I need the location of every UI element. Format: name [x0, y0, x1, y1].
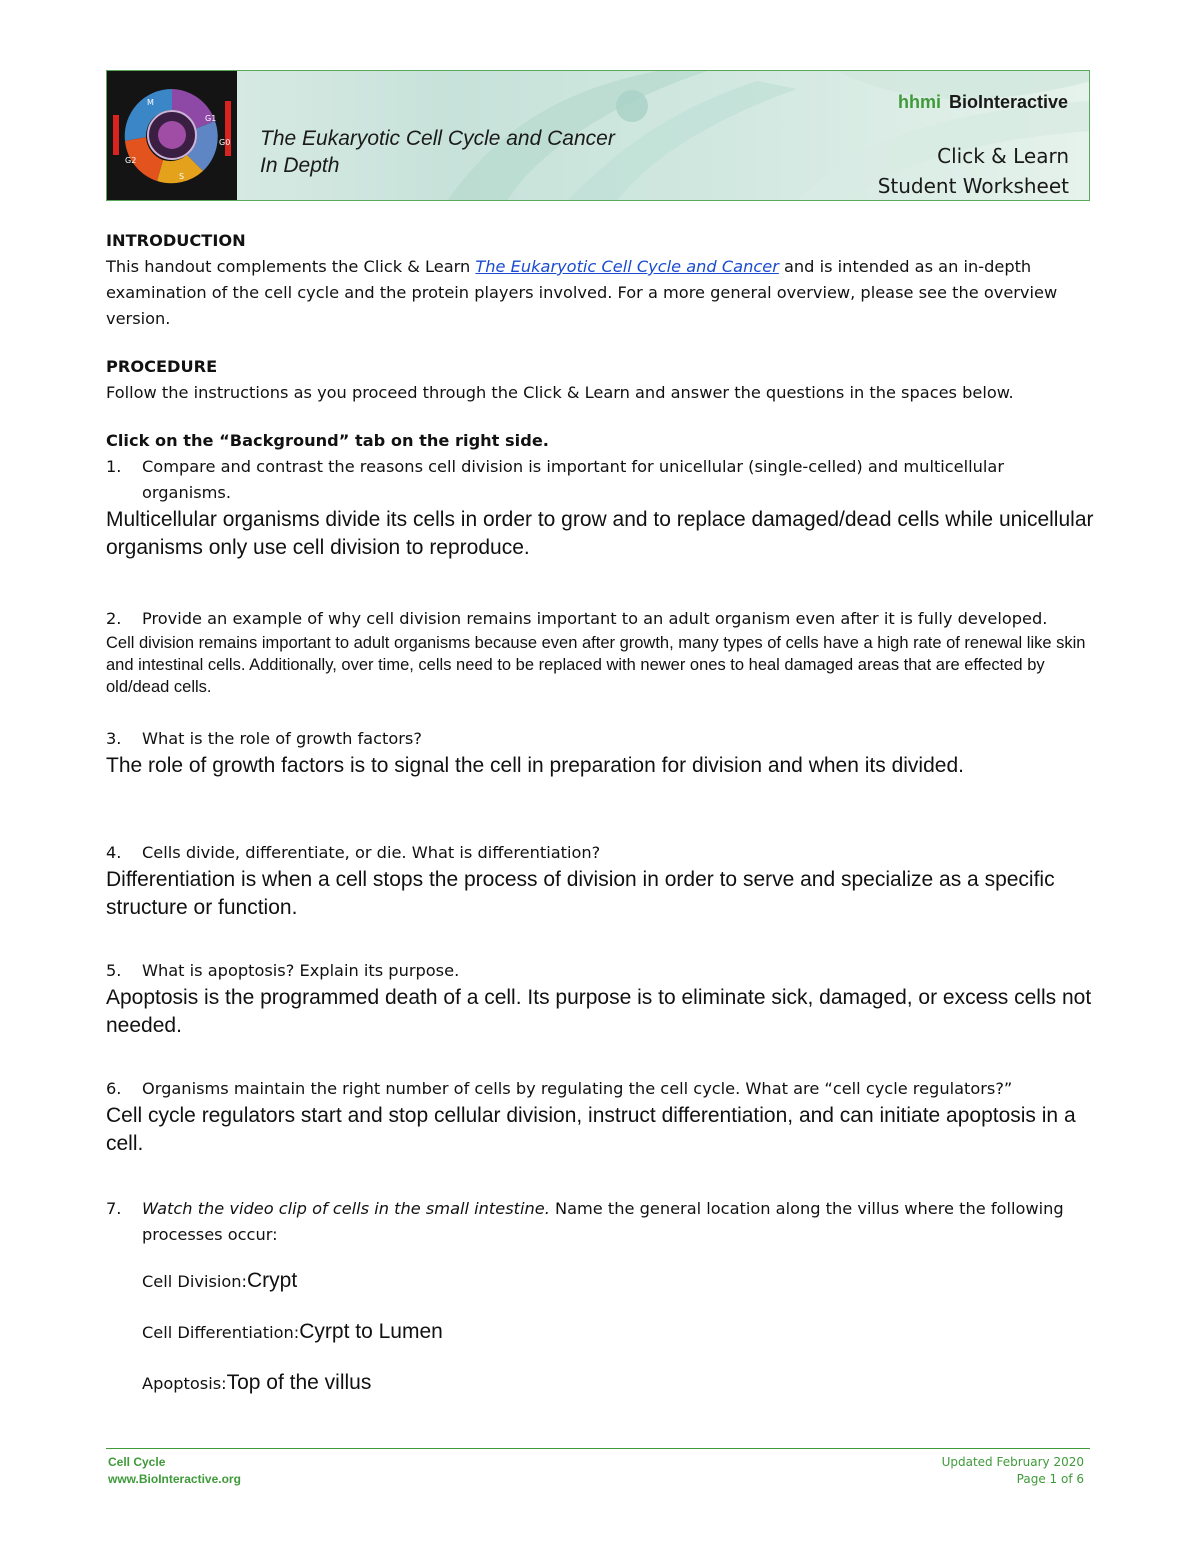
process-answer: Crypt [247, 1269, 298, 1292]
question-5 [106, 958, 1096, 984]
question-number: 3. [106, 729, 122, 748]
title-line-1: The Eukaryotic Cell Cycle and Cancer [260, 127, 615, 150]
question-number: 6. [106, 1079, 122, 1098]
question-text: What is the role of growth factors? [142, 729, 422, 748]
footer-website: www.BioInteractive.org [108, 1472, 241, 1486]
click-learn-link[interactable]: The Eukaryotic Cell Cycle and Cancer [475, 257, 779, 276]
question-3 [106, 726, 1096, 752]
footer-right [942, 1454, 1084, 1488]
question-number: 1. [106, 457, 122, 476]
answer-2: Cell division remains important to adult organisms because even after growth, many types of cells have a high rate of renewal like skin and intestinal cells. Additionally, over time, cells need to be replaced with newer ones to heal damaged areas that are effected by old/dead cells. [106, 634, 1086, 696]
process-cell-differentiation [142, 1319, 1096, 1346]
question-6 [106, 1076, 1096, 1102]
intro-text-before: This handout complements the Click & Learn [106, 257, 476, 276]
answer-5: Apoptosis is the programmed death of a cell. Its purpose is to eliminate sick, damaged, or excess cells not needed. [106, 986, 1092, 1037]
question-number: 5. [106, 961, 122, 980]
logo-biointeractive: BioInteractive [948, 92, 1068, 112]
question-text: Cells divide, differentiate, or die. What is differentiation? [142, 843, 601, 862]
question-1 [106, 454, 1096, 506]
phase-label-m: M [147, 98, 154, 107]
question-text: Compare and contrast the reasons cell division is important for unicellular (single-celled) and multicellular organisms. [142, 457, 1004, 502]
process-label: Apoptosis: [142, 1374, 227, 1393]
process-label: Cell Differentiation: [142, 1323, 300, 1342]
question-4 [106, 840, 1096, 866]
hhmi-biointeractive-logo [898, 92, 1068, 113]
process-answer: Top of the villus [226, 1371, 372, 1394]
question-number: 4. [106, 843, 122, 862]
logo-hhmi: hhmi [897, 92, 941, 112]
background-tab-instruction: Click on the “Background” tab on the right side. [106, 431, 549, 450]
procedure-text: Follow the instructions as you proceed through the Click & Learn and answer the questions in the spaces below. [106, 383, 1014, 402]
procedure-heading: PROCEDURE [106, 357, 218, 376]
intro-heading: INTRODUCTION [106, 231, 246, 250]
phase-label-s: S [179, 172, 185, 181]
worksheet-body [106, 228, 1096, 1397]
process-answer: Cyrpt to Lumen [299, 1320, 443, 1343]
question-number: 2. [106, 609, 122, 628]
phase-label-g2: G2 [125, 156, 137, 165]
header-banner [106, 70, 1090, 201]
footer-topic: Cell Cycle [108, 1455, 166, 1469]
question-7-italic: Watch the video clip of cells in the small intestine. [142, 1199, 550, 1218]
process-apoptosis [142, 1370, 1096, 1397]
worksheet-title [260, 125, 615, 179]
resource-type [878, 141, 1069, 201]
click-learn-label: Click & Learn [937, 144, 1069, 168]
answer-6: Cell cycle regulators start and stop cellular division, instruct differentiation, and can initiate apoptosis in a cell. [106, 1104, 1076, 1155]
cell-cycle-diagram-image [107, 71, 237, 201]
question-7-rest: Name the general location along the villus where the following processes occur: [142, 1199, 1064, 1244]
answer-4: Differentiation is when a cell stops the process of division in order to serve and specialize as a specific structure or function. [106, 868, 1055, 919]
footer-page-number: Page 1 of 6 [1016, 1472, 1084, 1486]
question-text: What is apoptosis? Explain its purpose. [142, 961, 460, 980]
answer-3: The role of growth factors is to signal the cell in preparation for division and when its divided. [106, 754, 964, 777]
intro-paragraph [106, 254, 1096, 332]
question-2 [106, 606, 1096, 632]
process-label: Cell Division: [142, 1272, 247, 1291]
intro-text-after: and is intended as an in-depth examination of the cell cycle and the protein players involved. For a more general overview, please see the overview version. [106, 257, 1058, 328]
phase-label-g1: G1 [205, 114, 217, 123]
phase-label-g0: G0 [219, 138, 231, 147]
footer-rule [106, 1448, 1090, 1449]
footer-updated: Updated February 2020 [941, 1455, 1084, 1469]
question-text: Provide an example of why cell division remains important to an adult organism even after it is fully developed. [142, 609, 1048, 628]
question-text: Organisms maintain the right number of cells by regulating the cell cycle. What are “cell cycle regulators?” [142, 1079, 1013, 1098]
question-number: 7. [106, 1199, 122, 1218]
footer-left [108, 1454, 241, 1488]
answer-1: Multicellular organisms divide its cells in order to grow and to replace damaged/dead cells while unicellular organisms only use cell division to reproduce. [106, 508, 1094, 559]
question-text [142, 1196, 1096, 1248]
process-cell-division [142, 1268, 1096, 1295]
student-worksheet-label: Student Worksheet [877, 174, 1069, 198]
title-line-2: In Depth [260, 154, 340, 177]
question-7 [106, 1196, 1096, 1248]
